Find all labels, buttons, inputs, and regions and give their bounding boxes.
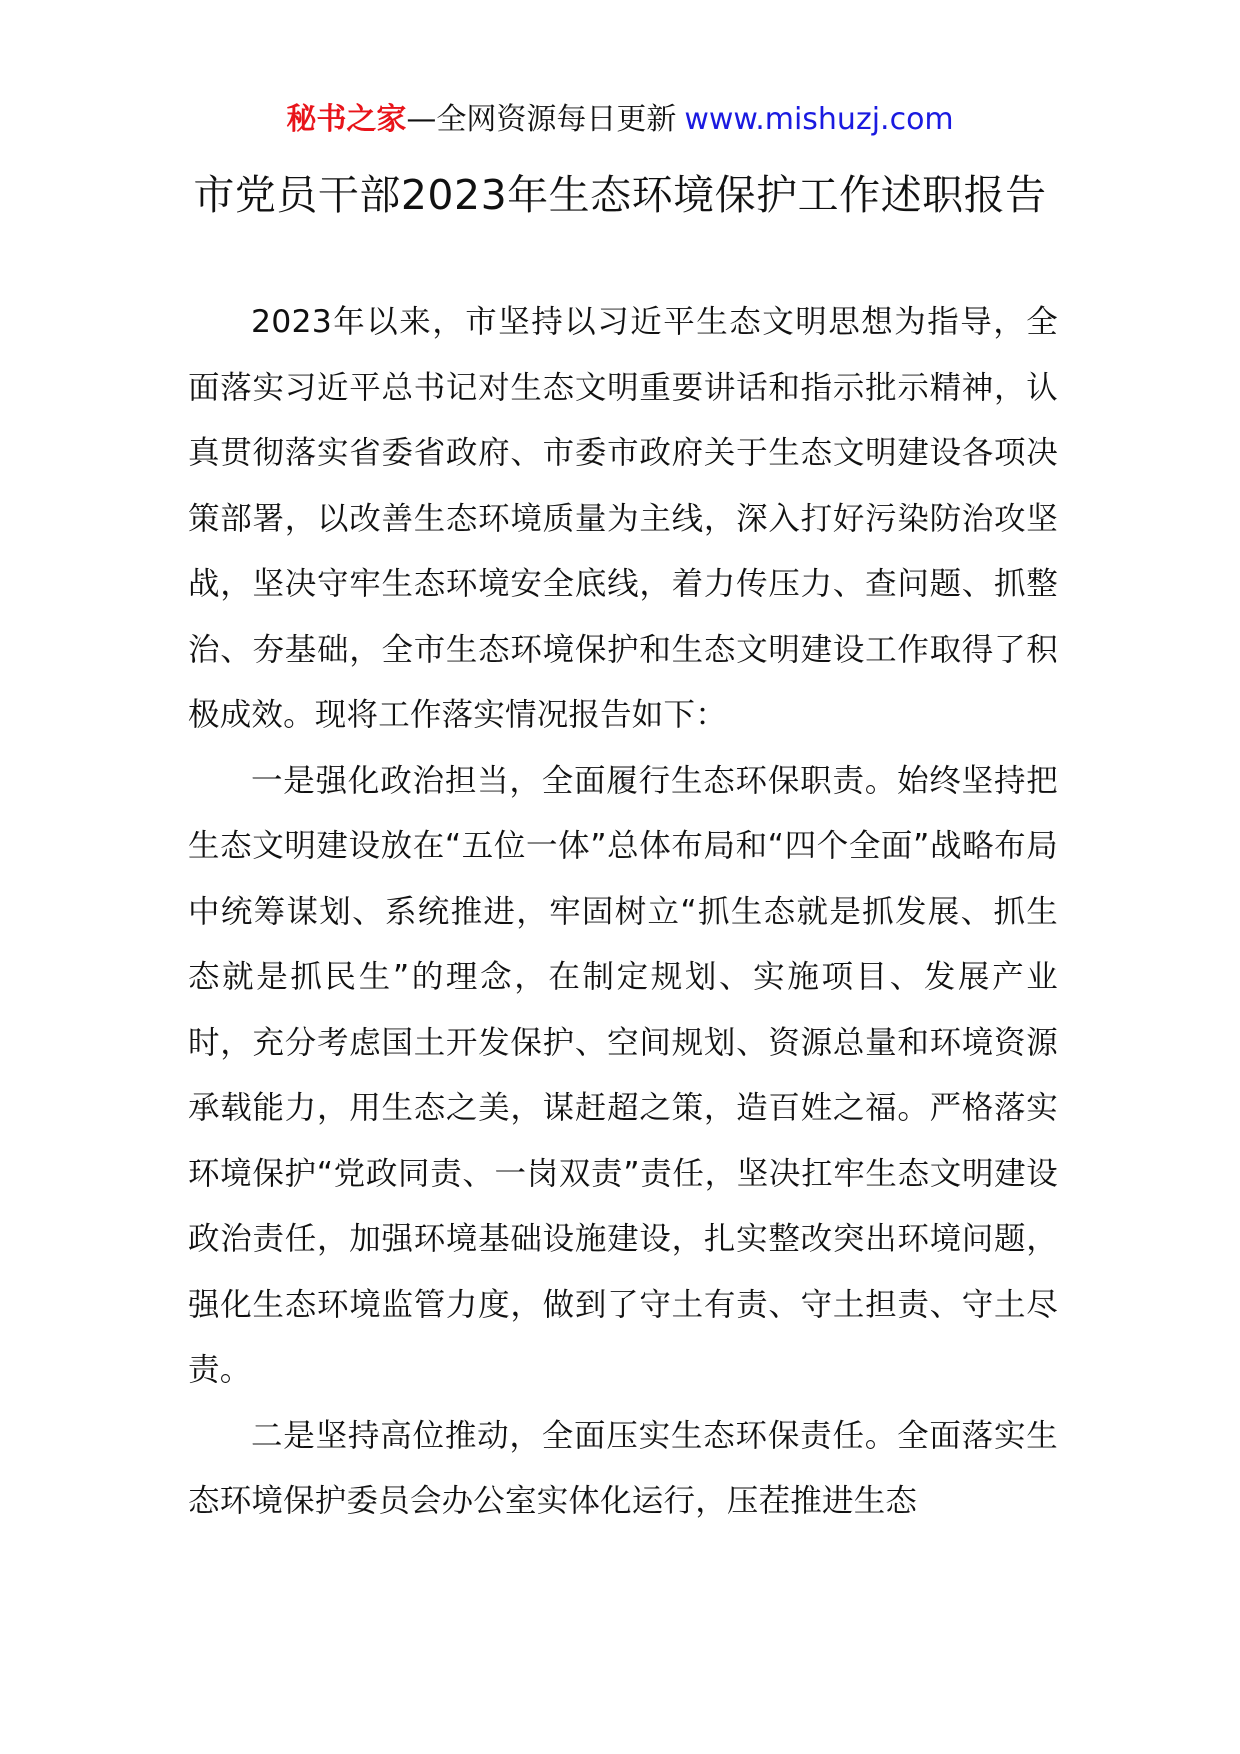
paragraph-section-one: 一是强化政治担当，全面履行生态环保职责。始终坚持把生态文明建设放在“五位一体”总体布局和“四个全面”战略布局中统筹谋划、系统推进，牢固树立“抓生态就是抓发展、抓生态就是抓民生”的理念，在制定规划、实施项目、发展产业时，充分考虑国土开发保护、空间规划、资源总量和环境资源承载能力，用生态之美，谋赶超之策，造百姓之福。严格落实环境保护“党政同责、一岗双责”责任，坚决扛牢生态文明建设政治责任，加强环境基础设施建设，扎实整改突出环境问题，强化生态环境监管力度，做到了守土有责、守土担责、守土尽责。	[188, 762, 1058, 1388]
paragraph-section-two: 二是坚持高位推动，全面压实生态环保责任。全面落实生态环境保护委员会办公室实体化运行，压茬推进生态	[188, 1417, 1058, 1519]
watermark-header	[0, 100, 1240, 140]
document-body	[188, 290, 1058, 1535]
brand-name: 秘书之家	[286, 102, 407, 137]
paragraph-intro: 2023年以来，市坚持以习近平生态文明思想为指导，全面落实习近平总书记对生态文明重要讲话和指示批示精神，认真贯彻落实省委省政府、市委市政府关于生态文明建设各项决策部署，以改善生态环境质量为主线，深入打好污染防治攻坚战，坚决守牢生态环境安全底线，着力传压力、查问题、抓整治、夯基础，全市生态环境保护和生态文明建设工作取得了积极成效。现将工作落实情况报告如下：	[188, 304, 1058, 733]
header-slogan: —全网资源每日更新	[406, 102, 677, 137]
site-url-link[interactable]: www.mishuzj.com	[684, 102, 954, 137]
document-title: 市党员干部2023年生态环境保护工作述职报告	[193, 171, 1047, 219]
